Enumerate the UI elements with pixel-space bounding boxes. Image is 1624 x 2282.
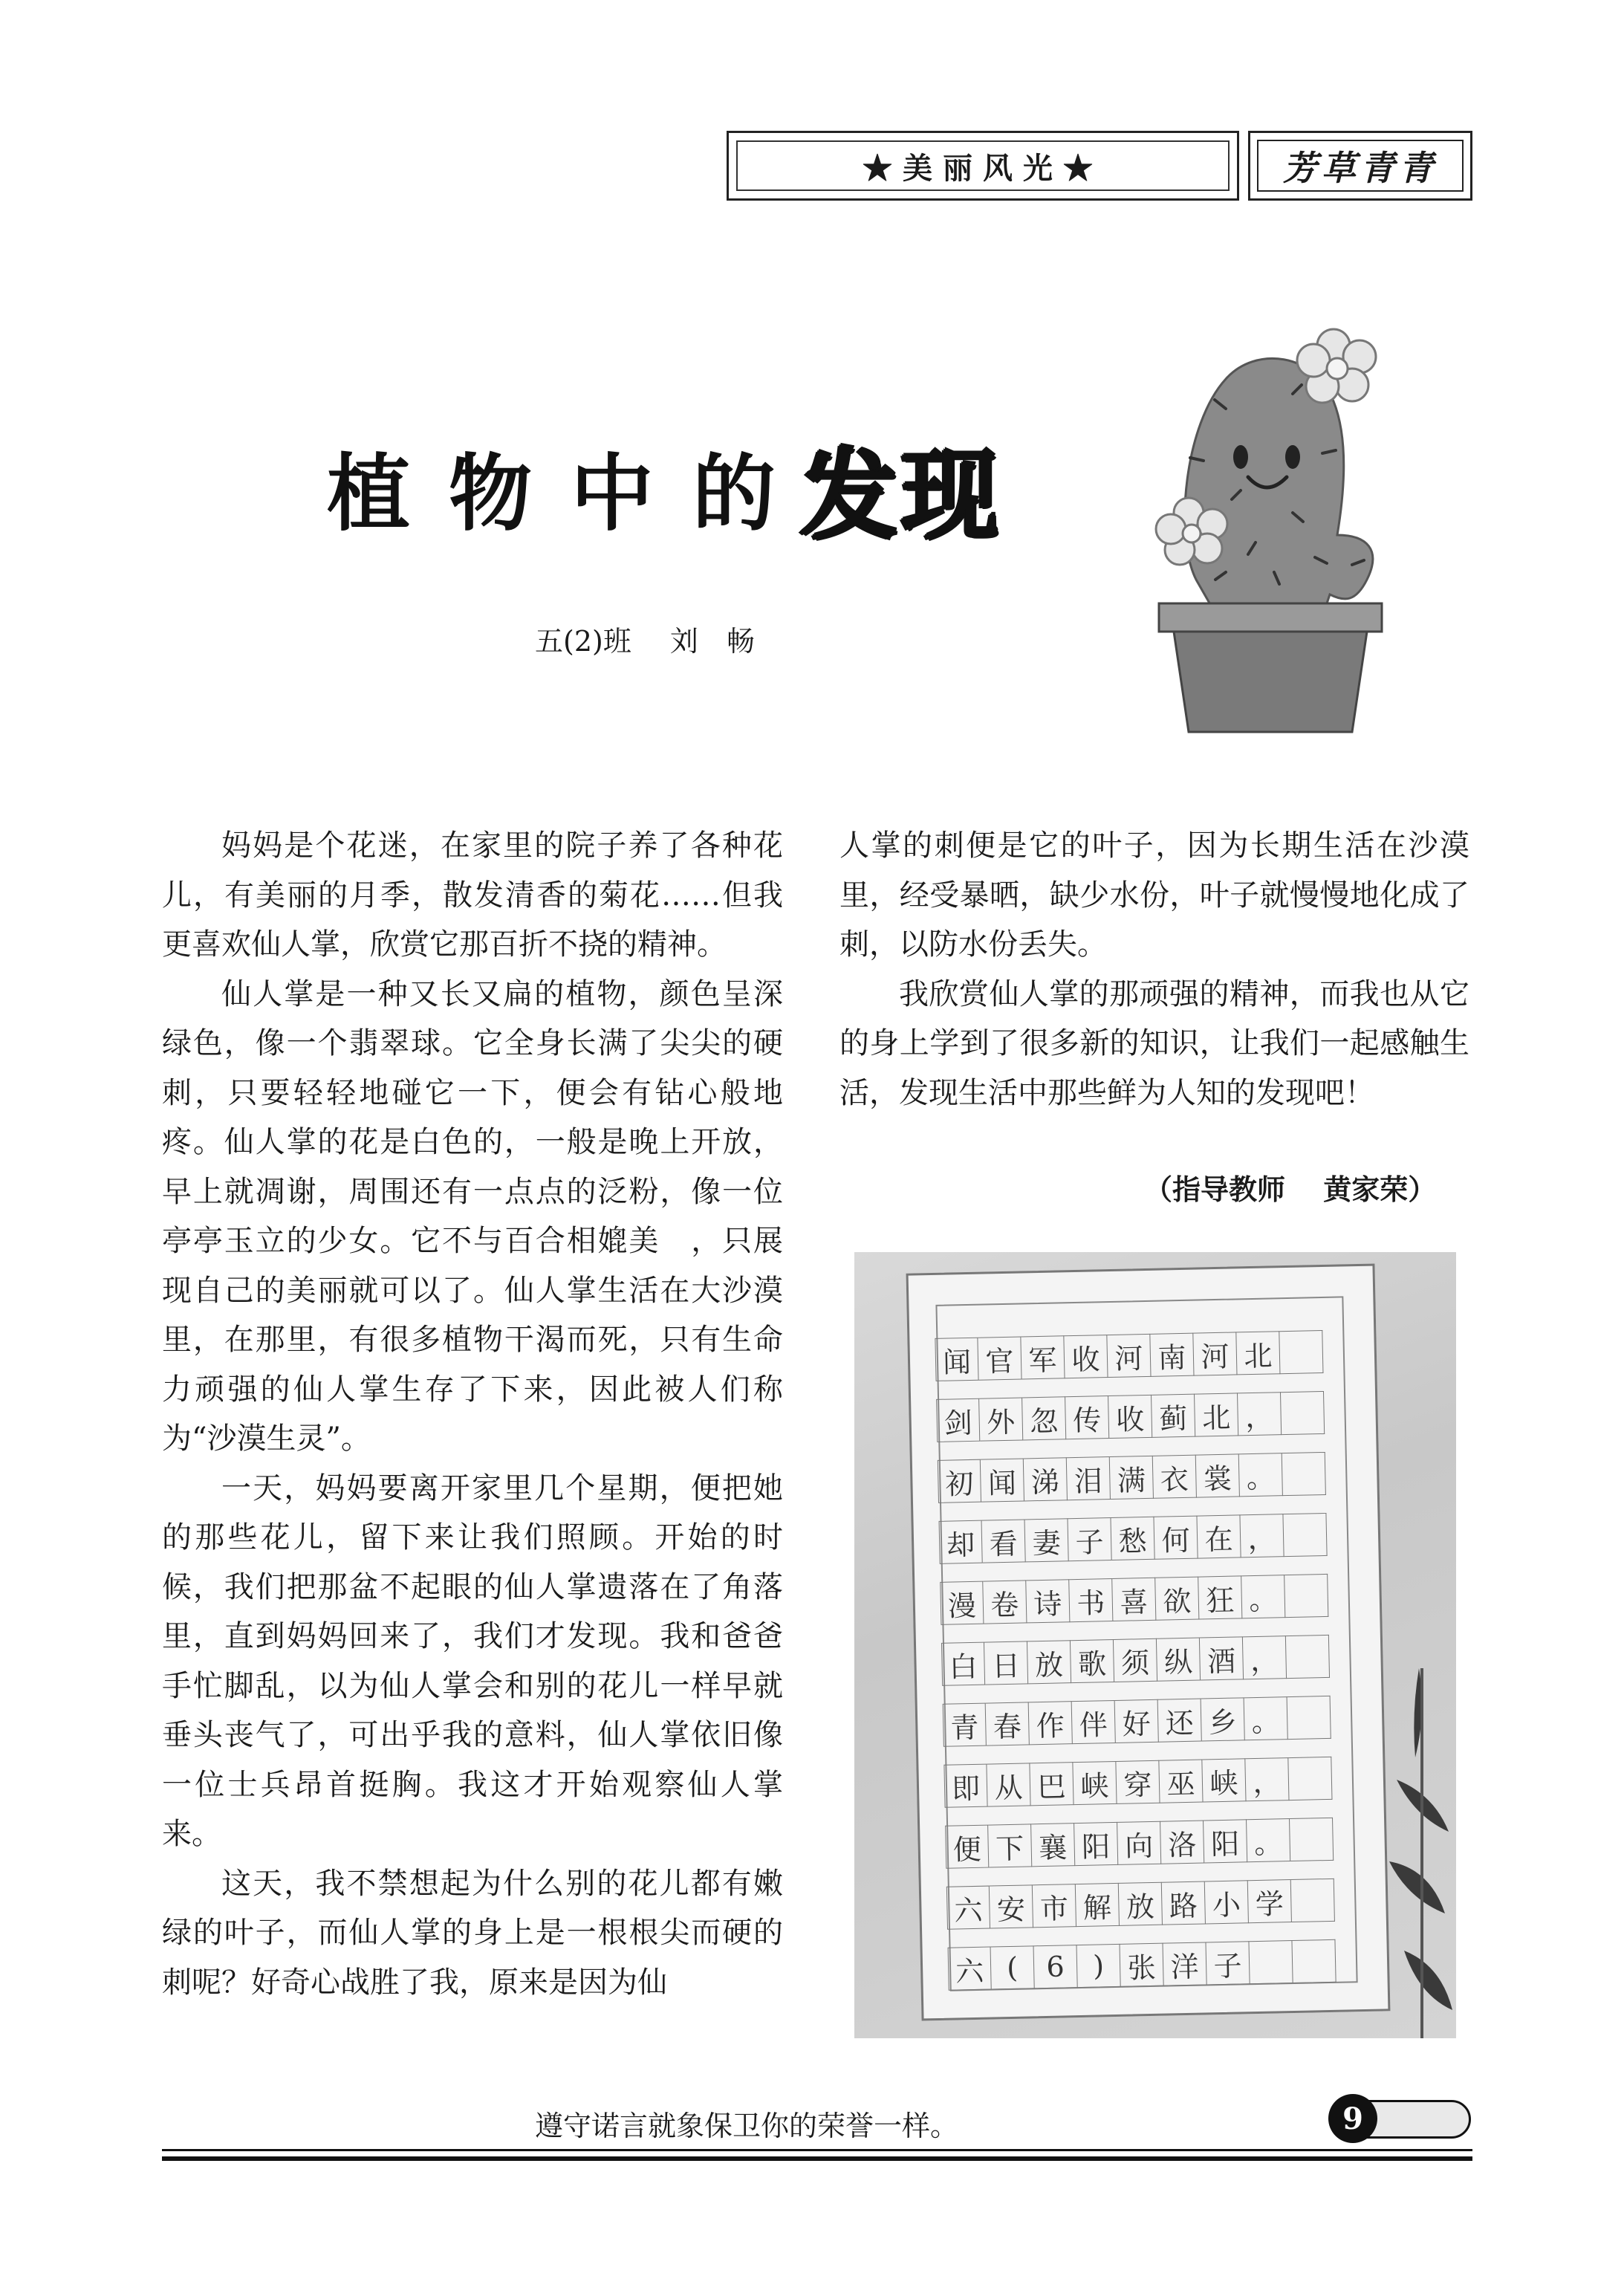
calligraphy-cell: 忽 (1022, 1396, 1066, 1440)
calligraphy-cell: 酒 (1200, 1636, 1244, 1680)
footer-rule-bottom (162, 2156, 1472, 2161)
calligraphy-cell: ( (991, 1945, 1035, 1989)
calligraphy-cell: 春 (986, 1702, 1030, 1745)
calligraphy-cell: 下 (988, 1824, 1032, 1867)
calligraphy-cell: 满 (1110, 1456, 1154, 1500)
paragraph: 这天，我不禁想起为什么别的花儿都有嫩绿的叶子，而仙人掌的身上是一根根尖而硬的刺呢？好奇心战胜了我，原来是因为仙 (162, 1866, 783, 2000)
calligraphy-cell: 喜 (1112, 1578, 1156, 1621)
section-label: ★美丽风光★ (863, 150, 1103, 186)
paragraph: 我欣赏仙人掌的那顽强的精神，而我也从它的身上学到了很多新的知识，让我们一起感触生活，发现生活中那些鲜为人知的发现吧！ (839, 976, 1469, 1110)
calligraphy-cell: 。 (1247, 1818, 1290, 1862)
page-number: 9 (1342, 2101, 1363, 2136)
calligraphy-row (948, 1939, 1336, 1991)
calligraphy-cell: ， (1243, 1636, 1287, 1679)
calligraphy-cell: 河 (1193, 1332, 1237, 1375)
byline-author: 刘 畅 (669, 625, 755, 658)
calligraphy-cell: 蓟 (1152, 1394, 1195, 1438)
calligraphy-row (945, 1818, 1334, 1869)
calligraphy-cell: 衣 (1153, 1455, 1197, 1499)
calligraphy-cell: 放 (1027, 1640, 1071, 1684)
calligraphy-cell: 。 (1241, 1575, 1285, 1618)
calligraphy-cell: 军 (1021, 1335, 1065, 1379)
calligraphy-cell: 便 (945, 1825, 989, 1869)
calligraphy-cell: 诗 (1026, 1579, 1070, 1623)
calligraphy-cell: ， (1238, 1392, 1282, 1436)
calligraphy-cell: 传 (1065, 1396, 1109, 1439)
calligraphy-cell: 洛 (1160, 1820, 1204, 1864)
calligraphy-cell: 六 (948, 1947, 992, 1991)
byline-class: 五(2)班 (535, 625, 631, 658)
paragraph: 妈妈是个花迷，在家里的院子养了各种花儿，有美丽的月季，散发清香的菊花……但我更喜欢仙人掌，欣赏它那百折不挠的精神。 (162, 829, 783, 962)
calligraphy-cell: 子 (1206, 1941, 1250, 1985)
calligraphy-cell: 白 (941, 1642, 985, 1686)
calligraphy-cell: 从 (987, 1763, 1030, 1806)
calligraphy-cell: ) (1077, 1944, 1121, 1988)
calligraphy-cell: 即 (943, 1764, 987, 1808)
calligraphy-row (941, 1635, 1330, 1686)
calligraphy-cell: 收 (1108, 1395, 1152, 1439)
calligraphy-cell: 收 (1064, 1335, 1108, 1378)
calligraphy-cell: 漫 (940, 1581, 984, 1625)
calligraphy-cell: 日 (984, 1641, 1028, 1685)
calligraphy-row (943, 1757, 1332, 1808)
calligraphy-cell: 巴 (1030, 1762, 1074, 1806)
calligraphy-cell: ， (1245, 1757, 1289, 1801)
calligraphy-cell: 。 (1239, 1453, 1283, 1497)
section-label-box (727, 131, 1239, 201)
calligraphy-cell: 河 (1107, 1334, 1151, 1378)
calligraphy-cell (1283, 1513, 1327, 1557)
calligraphy-cell: 愁 (1111, 1517, 1154, 1560)
calligraphy-row (936, 1391, 1325, 1442)
calligraphy-cell: 初 (938, 1459, 981, 1503)
calligraphy-cell (1249, 1940, 1293, 1984)
calligraphy-cell: 小 (1205, 1880, 1249, 1924)
calligraphy-cell: 狂 (1198, 1575, 1242, 1619)
advisor-credit: （指导教师 黄家荣） (1144, 1173, 1437, 1206)
article-title (327, 424, 1001, 553)
calligraphy-cell (1281, 1391, 1325, 1435)
footer-rule-top (162, 2149, 1472, 2151)
calligraphy-cell (1279, 1330, 1323, 1374)
calligraphy-cell: 6 (1034, 1945, 1078, 1988)
calligraphy-cell: 好 (1115, 1699, 1159, 1743)
page-number-badge (1328, 2094, 1377, 2143)
calligraphy-cell: 。 (1244, 1696, 1288, 1740)
calligraphy-cell: 六 (946, 1886, 990, 1930)
calligraphy-row (943, 1696, 1331, 1747)
calligraphy-cell: 却 (939, 1520, 983, 1564)
calligraphy-cell: 歌 (1071, 1639, 1114, 1683)
calligraphy-cell: 巫 (1159, 1760, 1203, 1803)
paragraph: 一天，妈妈要离开家里几个星期，便把她的那些花儿，留下来让我们照顾。开始的时候，我们把那盆不起眼的仙人掌遗落在了角落里，直到妈妈回来了，我们才发现。我和爸爸手忙脚乱，以为仙人掌会和别的花儿一样早就垂头丧气了，可出乎我的意料，仙人掌依旧像一位士兵昂首挺胸。我这才开始观察仙人掌来。 (162, 1471, 783, 1851)
calligraphy-cell: 剑 (936, 1398, 980, 1442)
calligraphy-cell: 张 (1120, 1943, 1163, 1987)
calligraphy-cell: 学 (1248, 1879, 1292, 1923)
calligraphy-cell: 北 (1195, 1393, 1238, 1436)
calligraphy-cell: 伴 (1072, 1700, 1116, 1744)
calligraphy-cell: 还 (1158, 1699, 1202, 1743)
calligraphy-cell: 放 (1119, 1882, 1163, 1926)
calligraphy-cell (1290, 1818, 1334, 1861)
bamboo-leaves-decoration (1374, 1668, 1456, 2038)
calligraphy-cell: 欲 (1155, 1577, 1199, 1621)
calligraphy-cell: 峡 (1202, 1758, 1246, 1802)
title-part-1: 植物中的 (327, 444, 814, 542)
calligraphy-cell: 穿 (1116, 1760, 1160, 1804)
calligraphy-cell: 解 (1076, 1883, 1120, 1927)
footer-motto: 遵守诺言就象保卫你的荣誉一样。 (535, 2110, 959, 2142)
calligraphy-cell: ， (1240, 1514, 1284, 1557)
calligraphy-cell: 南 (1150, 1333, 1194, 1377)
column-name-box (1248, 131, 1472, 201)
calligraphy-cell: 涕 (1024, 1457, 1068, 1501)
calligraphy-cell: 外 (979, 1397, 1023, 1441)
calligraphy-cell: 裳 (1196, 1453, 1240, 1497)
column-name: 芳草青青 (1283, 148, 1438, 188)
calligraphy-cell (1288, 1757, 1332, 1800)
calligraphy-row (940, 1574, 1328, 1625)
calligraphy-cell: 闻 (981, 1458, 1024, 1502)
title-part-2: 发现 (799, 438, 1001, 553)
paragraph-continuation: 人掌的刺便是它的叶子，因为长期生活在沙漠里，经受暴晒，缺少水份，叶子就慢慢地化成了刺，以防水份丢失。 (839, 829, 1469, 962)
calligraphy-cell: 安 (990, 1884, 1033, 1928)
calligraphy-row (946, 1879, 1335, 1930)
calligraphy-cell (1292, 1939, 1336, 1983)
calligraphy-cell: 洋 (1163, 1942, 1206, 1986)
calligraphy-row (939, 1513, 1328, 1564)
calligraphy-cell: 妻 (1024, 1518, 1068, 1562)
calligraphy-row (938, 1452, 1326, 1503)
calligraphy-cell: 官 (978, 1336, 1022, 1380)
calligraphy-cell: 书 (1069, 1578, 1113, 1622)
calligraphy-cell: 阳 (1074, 1822, 1118, 1866)
calligraphy-cell: 看 (982, 1519, 1026, 1563)
calligraphy-cell: 乡 (1201, 1697, 1245, 1741)
calligraphy-photo (854, 1252, 1456, 2038)
calligraphy-cell: 泪 (1067, 1456, 1111, 1500)
article-body-right (839, 821, 1469, 1118)
calligraphy-cell: 阳 (1204, 1819, 1247, 1863)
calligraphy-cell: 青 (943, 1703, 987, 1747)
calligraphy-cell: 作 (1029, 1701, 1073, 1745)
calligraphy-cell: 路 (1162, 1881, 1206, 1925)
calligraphy-cell: 向 (1117, 1821, 1161, 1865)
byline (535, 618, 785, 659)
calligraphy-cell (1287, 1696, 1331, 1740)
calligraphy-row (935, 1330, 1323, 1381)
article-body-left (162, 821, 783, 2007)
cactus-illustration (1144, 312, 1456, 743)
calligraphy-cell: 闻 (935, 1338, 978, 1381)
calligraphy-cell (1291, 1879, 1335, 1922)
calligraphy-cell: 卷 (983, 1580, 1027, 1624)
calligraphy-cell (1282, 1452, 1326, 1496)
calligraphy-cell: 在 (1197, 1514, 1241, 1558)
calligraphy-cell (1286, 1635, 1330, 1679)
calligraphy-cell: 何 (1154, 1516, 1198, 1560)
calligraphy-cell: 子 (1068, 1517, 1111, 1561)
calligraphy-cell: 襄 (1031, 1823, 1075, 1867)
calligraphy-cell: 须 (1114, 1638, 1157, 1682)
calligraphy-cell: 北 (1236, 1331, 1280, 1375)
calligraphy-cell (1284, 1574, 1328, 1618)
calligraphy-cell: 峡 (1073, 1761, 1117, 1805)
calligraphy-sheet (906, 1264, 1391, 2021)
calligraphy-cell: 纵 (1157, 1638, 1201, 1682)
calligraphy-cell: 市 (1033, 1884, 1076, 1928)
paragraph: 仙人掌是一种又长又扁的植物，颜色呈深绿色，像一个翡翠球。它全身长满了尖尖的硬刺，只要轻轻地碰它一下，便会有钻心般地疼。仙人掌的花是白色的，一般是晚上开放，早上就凋谢，周围还有一点点的泛粉，像一位亭亭玉立的少女。它不与百合相媲美 ，只展现自己的美丽就可以了。仙人掌生活在大沙漠里，在那里，有很多植物干渴而死，只有生命力顽强的仙人掌生存了下来，因此被人们称为“沙漠生灵”。 (162, 976, 783, 1456)
